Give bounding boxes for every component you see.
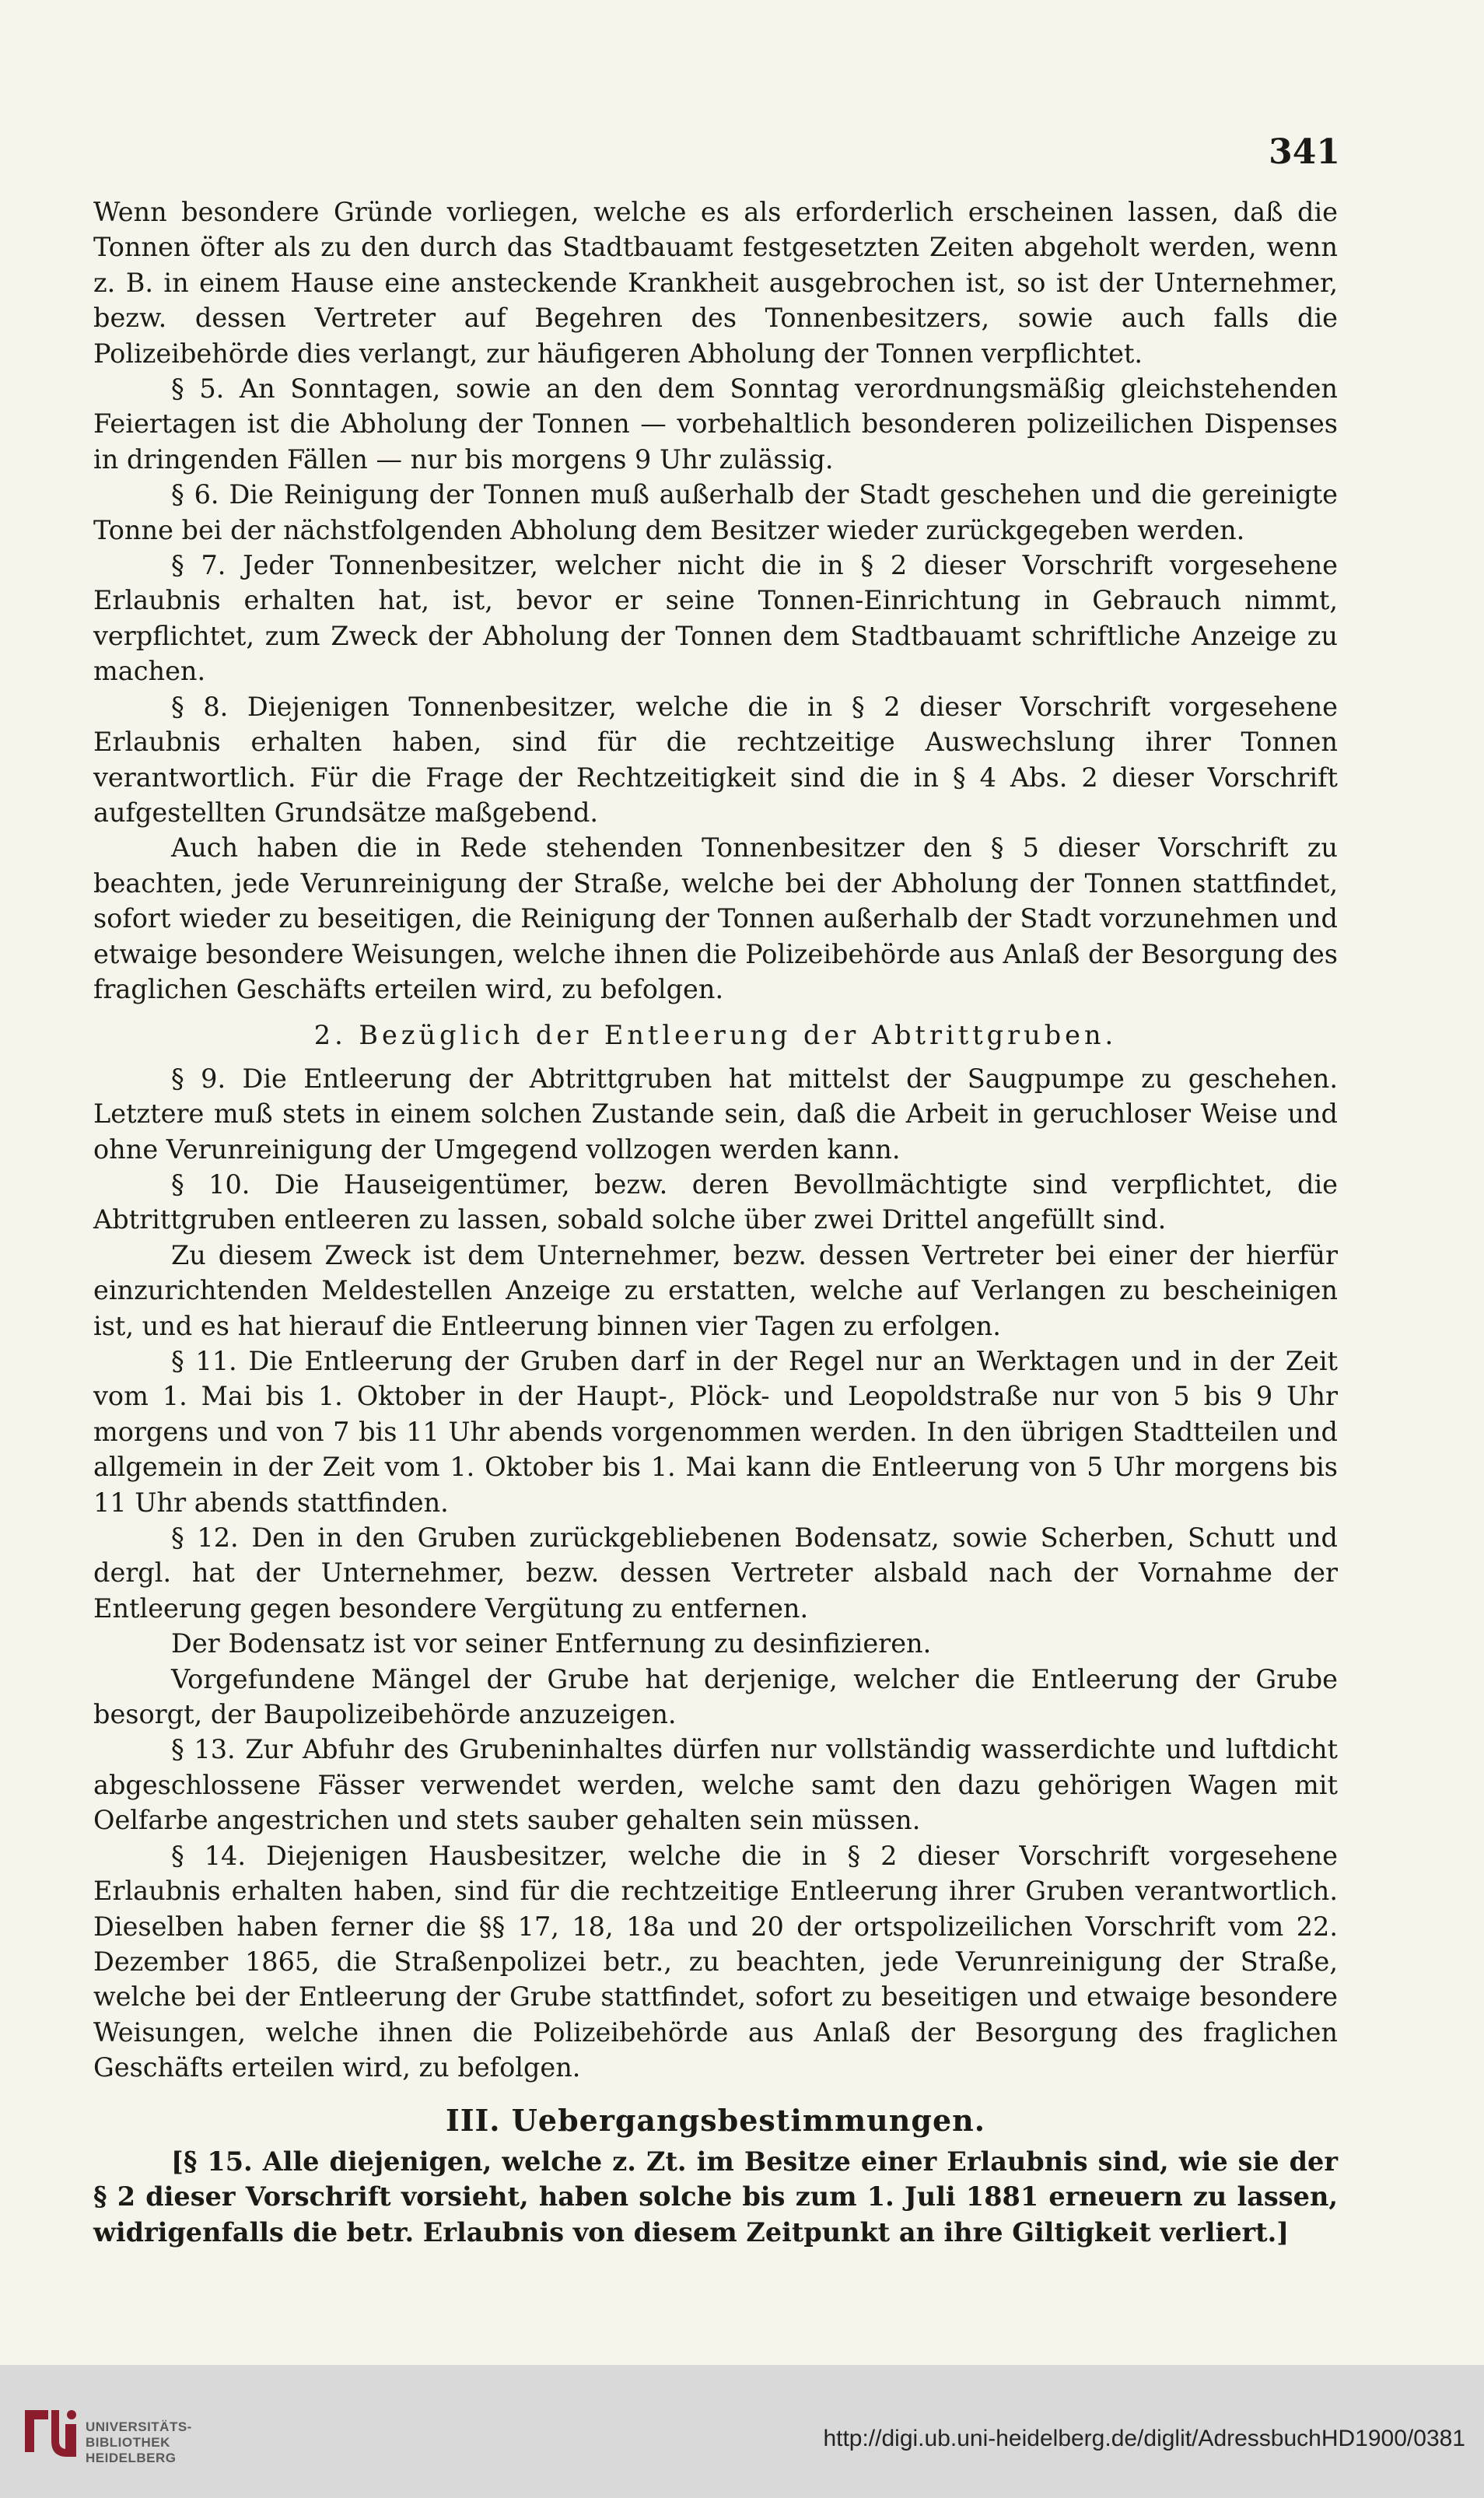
page-number: 341	[1269, 132, 1340, 172]
paragraph-section-11: § 11. Die Entleerung der Gruben darf in der Regel nur an Werktagen und in der Zeit vom 1. Mai bis 1. Oktober in der Haupt-, Plöck- und Leopoldstraße nur von 5 bis 9 Uhr morgens und von 7 bis 11 Uhr abends vorgenommen werden. In den übrigen Stadtteilen und allgemein in der Zeit vom 1. Oktober bis 1. Mai kann die Entleerung von 5 Uhr morgens bis 11 Uhr abends stattfinden.	[93, 1346, 1338, 1518]
source-url-link[interactable]: http://digi.ub.uni-heidelberg.de/diglit/AdressbuchHD1900/0381	[823, 2426, 1465, 2451]
paragraph-section-10: § 10. Die Hauseigentümer, bezw. deren Bevollmächtigte sind verpflichtet, die Abtrittgruben entleeren zu lassen, sobald solche über zwei Drittel angefüllt sind.	[93, 1168, 1338, 1235]
paragraph-section-10-continued: Zu diesem Zweck ist dem Unternehmer, bezw. dessen Vertreter bei einer der hierfür einzurichtenden Meldestellen Anzeige zu erstatten, welche auf Verlangen zu bescheinigen ist, und es hat hierauf die Entleerung binnen vier Tagen zu erfolgen.	[93, 1239, 1338, 1341]
paragraph-section-12-maengel: Vorgefundene Mängel der Grube hat derjenige, welcher die Entleerung der Grube besorgt, der Baupolizeibehörde anzuzeigen.	[93, 1663, 1338, 1730]
page-body	[93, 194, 1338, 2250]
paragraph-section-9: § 9. Die Entleerung der Abtrittgruben hat mittelst der Saugpumpe zu geschehen. Letztere muß stets in einem solchen Zustande sein, daß die Arbeit in geruchloser Weise und ohne Verunreinigung der Umgegend vollzogen werden kann.	[93, 1063, 1338, 1165]
paragraph-continuation: Wenn besondere Gründe vorliegen, welche es als erforderlich erscheinen lassen, daß die Tonnen öfter als zu den durch das Stadtbauamt festgesetzten Zeiten abgeholt werden, wenn z. B. in einem Hause eine ansteckende Krankheit ausgebrochen ist, so ist der Unternehmer, bezw. dessen Vertreter auf Begehren des Tonnenbesitzers, sowie auch falls die Polizeibehörde dies verlangt, zur häufigeren Abholung der Tonnen verpflichtet.	[93, 197, 1338, 369]
paragraph-section-13: § 13. Zur Abfuhr des Grubeninhaltes dürfen nur vollständig wasserdichte und luftdicht abgeschlossene Fässer verwendet werden, welche samt den dazu gehörigen Wagen mit Oelfarbe angestrichen und stets sauber gehalten sein müssen.	[93, 1734, 1338, 1836]
library-line-1: UNIVERSITÄTS-	[86, 2419, 192, 2434]
paragraph-section-12-bodensatz: Der Bodensatz ist vor seiner Entfernung zu desinfizieren.	[171, 1628, 932, 1659]
heading-uebergangsbestimmungen: III. Uebergangsbestimmungen.	[445, 2102, 986, 2138]
library-line-2: BIBLIOTHEK	[86, 2435, 170, 2450]
library-line-3: HEIDELBERG	[86, 2451, 177, 2465]
library-name	[86, 2419, 192, 2466]
paragraph-section-15: [§ 15. Alle diejenigen, welche z. Zt. im Besitze einer Erlaubnis sind, wie sie der § 2 dieser Vorschrift vorsieht, haben solche bis zum 1. Juli 1881 erneuern zu lassen, widrigenfalls die betr. Erlaubnis von diesem Zeitpunkt an ihre Giltigkeit verliert.]	[93, 2146, 1338, 2247]
footer-bar	[0, 2365, 1484, 2498]
paragraph-section-5: § 5. An Sonntagen, sowie an den dem Sonntag verordnungsmäßig gleichstehenden Feiertagen ist die Abholung der Tonnen — vorbehaltlich besonderen polizeilichen Dispenses in dringenden Fällen — nur bis morgens 9 Uhr zulässig.	[93, 373, 1338, 475]
paragraph-section-12: § 12. Den in den Gruben zurückgebliebenen Bodensatz, sowie Scherben, Schutt und dergl. hat der Unternehmer, bezw. dessen Vertreter alsbald nach der Vornahme der Entleerung gegen besondere Vergütung zu entfernen.	[93, 1522, 1338, 1624]
paragraph-section-6: § 6. Die Reinigung der Tonnen muß außerhalb der Stadt geschehen und die gereinigte Tonne bei der nächstfolgenden Abholung dem Besitzer wieder zurückgegeben werden.	[93, 479, 1338, 545]
paragraph-section-7: § 7. Jeder Tonnenbesitzer, welcher nicht die in § 2 dieser Vorschrift vorgesehene Erlaubnis erhalten hat, ist, bevor er seine Tonnen-Einrichtung in Gebrauch nimmt, verpflichtet, zum Zweck der Abholung der Tonnen dem Stadtbauamt schriftliche Anzeige zu machen.	[93, 550, 1338, 687]
paragraph-section-8-continued: Auch haben die in Rede stehenden Tonnenbesitzer den § 5 dieser Vorschrift zu beachten, jede Verunreinigung der Straße, welche bei der Abholung der Tonnen stattfindet, sofort wieder zu beseitigen, die Reinigung der Tonnen außerhalb der Stadt vorzunehmen und etwaige besondere Weisungen, welche ihnen die Polizeibehörde aus Anlaß der Besorgung des fraglichen Geschäfts erteilen wird, zu befolgen.	[93, 832, 1338, 1004]
paragraph-section-8: § 8. Diejenigen Tonnenbesitzer, welche die in § 2 dieser Vorschrift vorgesehene Erlaubnis erhalten haben, sind für die rechtzeitige Auswechslung ihrer Tonnen verantwortlich. Für die Frage der Rechtzeitigkeit sind die in § 4 Abs. 2 dieser Vorschrift aufgestellten Grundsätze maßgebend.	[93, 691, 1338, 828]
paragraph-section-14: § 14. Diejenigen Hausbesitzer, welche die in § 2 dieser Vorschrift vorgesehene Erlaubnis erhalten haben, sind für die rechtzeitige Entleerung ihrer Gruben verantwortlich. Dieselben haben ferner die §§ 17, 18, 18a und 20 der ortspolizeilichen Vorschrift vom 22. Dezember 1865, die Straßenpolizei betr., zu beachten, jede Verunreinigung der Straße, welche bei der Entleerung der Grube stattfindet, sofort zu beseitigen und etwaige besondere Weisungen, welche ihnen die Polizeibehörde aus Anlaß der Besorgung des fraglichen Geschäfts erteilen wird, zu befolgen.	[93, 1840, 1338, 2083]
subheading-abtrittgruben: 2. Bezüglich der Entleerung der Abtrittgruben.	[313, 1020, 1118, 1051]
